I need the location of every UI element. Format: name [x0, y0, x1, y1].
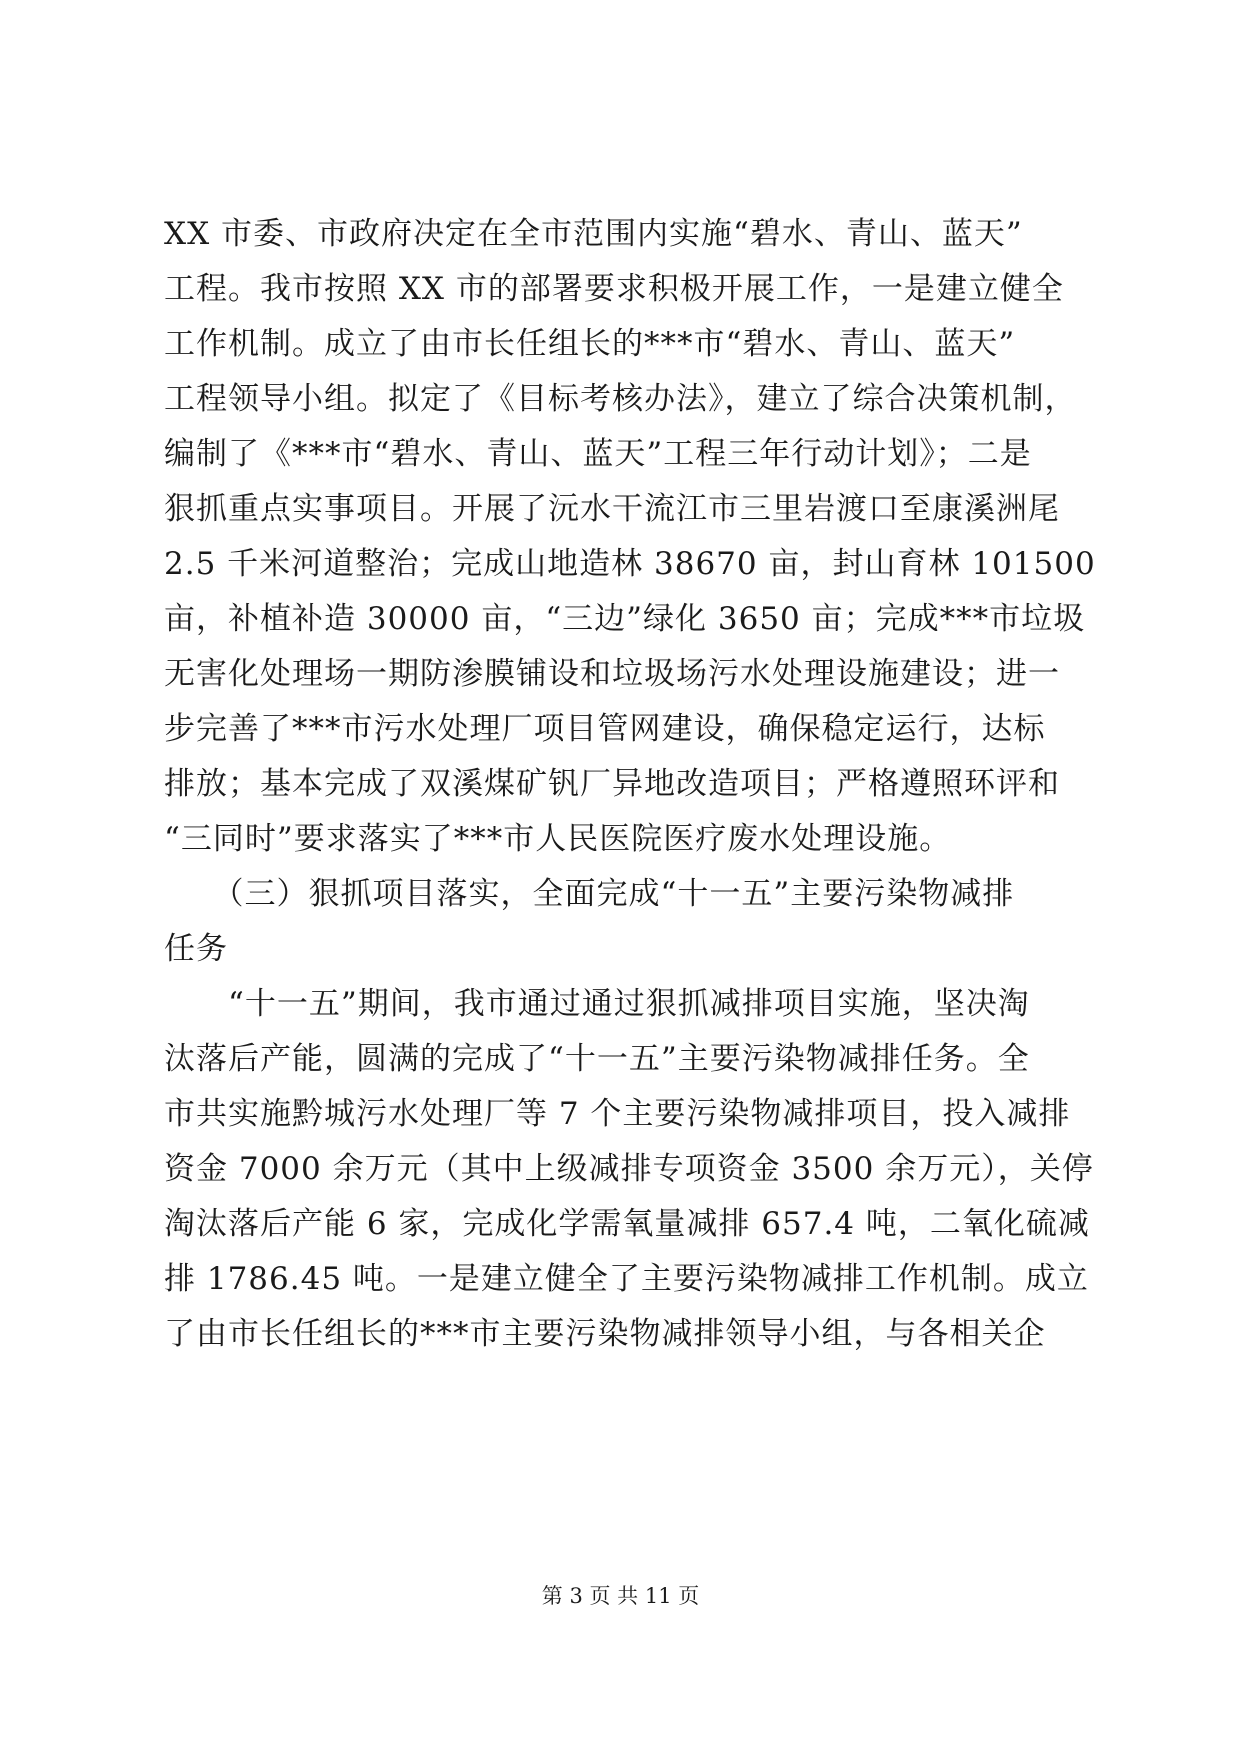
section-heading-line: 任务: [164, 931, 228, 967]
text-line: 亩，补植补造 30000 亩，“三边”绿化 3650 亩；完成***市垃圾: [164, 601, 1086, 637]
text-line: 工程。我市按照 XX 市的部署要求积极开展工作，一是建立健全: [164, 271, 1064, 307]
text-line: 工程领导小组。拟定了《目标考核办法》，建立了综合决策机制，: [164, 381, 1077, 417]
text-line: 排放；基本完成了双溪煤矿钒厂异地改造项目；严格遵照环评和: [164, 766, 1060, 802]
text-line: 工作机制。成立了由市长任组长的***市“碧水、青山、蓝天”: [164, 326, 1016, 362]
text-line: 资金 7000 余万元（其中上级减排专项资金 3500 余万元），关停: [164, 1151, 1094, 1187]
text-line: 了由市长任组长的***市主要污染物减排领导小组，与各相关企: [164, 1316, 1046, 1352]
text-line: 编制了《***市“碧水、青山、蓝天”工程三年行动计划》；二是: [164, 436, 1032, 472]
text-line: “十一五”期间，我市通过通过狠抓减排项目实施，坚决淘: [164, 986, 1030, 1022]
page-number-footer: 第 3 页 共 11 页: [541, 1584, 700, 1608]
text-line: XX 市委、市政府决定在全市范围内实施“碧水、青山、蓝天”: [164, 216, 1023, 252]
text-line: 排 1786.45 吨。一是建立健全了主要污染物减排工作机制。成立: [164, 1261, 1089, 1297]
text-line: 淘汰落后产能 6 家，完成化学需氧量减排 657.4 吨，二氧化硫减: [164, 1206, 1090, 1242]
text-line: 市共实施黔城污水处理厂等 7 个主要污染物减排项目，投入减排: [164, 1096, 1071, 1132]
text-line: “三同时”要求落实了***市人民医院医疗废水处理设施。: [164, 821, 952, 857]
text-line: 狠抓重点实事项目。开展了沅水干流江市三里岩渡口至康溪洲尾: [164, 491, 1060, 527]
text-line: 步完善了***市污水处理厂项目管网建设，确保稳定运行，达标: [164, 711, 1046, 747]
text-line: 无害化处理场一期防渗膜铺设和垃圾场污水处理设施建设；进一: [164, 656, 1060, 692]
section-heading-line: （三）狠抓项目落实，全面完成“十一五”主要污染物减排: [164, 876, 1015, 912]
text-line: 2.5 千米河道整治；完成山地造林 38670 亩，封山育林 101500: [164, 546, 1096, 582]
text-line: 汰落后产能，圆满的完成了“十一五”主要污染物减排任务。全: [164, 1041, 1030, 1077]
